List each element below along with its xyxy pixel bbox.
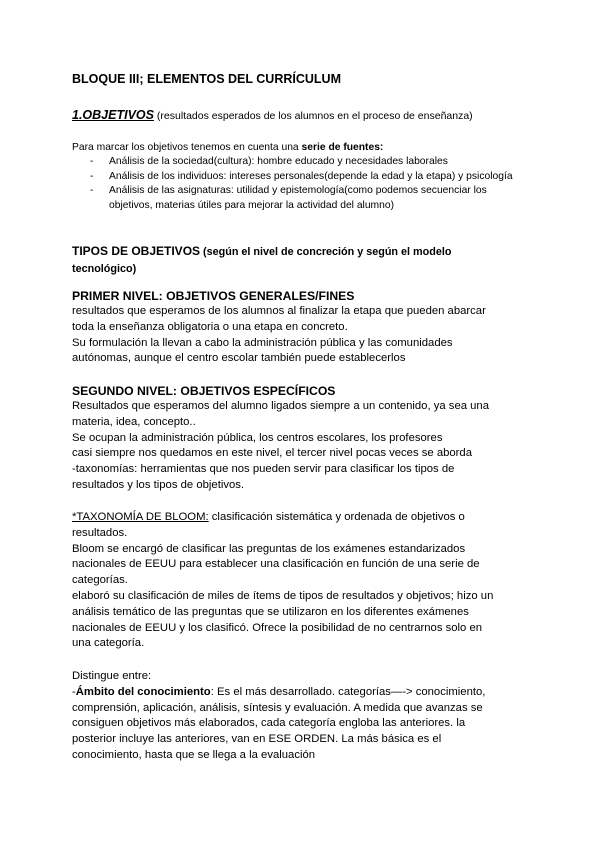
tipos-title: TIPOS DE OBJETIVOS (72, 244, 201, 258)
bloom-label: *TAXONOMÍA DE BLOOM: (72, 511, 209, 523)
distingue-term: Ámbito del conocimiento (75, 685, 211, 698)
fuentes-intro-bold: serie de fuentes: (301, 142, 384, 153)
objetivos-heading: 1.OBJETIVOS (72, 108, 154, 122)
list-item (90, 184, 529, 213)
text-line: -taxonomías: herramientas que nos pueden servir para clasificar los tipos de (72, 463, 455, 476)
text-line: categorías. (72, 574, 128, 587)
distingue-dash: - (72, 685, 76, 698)
segundo-nivel-heading: SEGUNDO NIVEL: OBJETIVOS ESPECÍFICOS (72, 384, 336, 398)
list-item-text: Análisis de las asignaturas: utilidad y epistemología(como podemos secuenciar los objetivos, materias útiles para mejorar la actividad del alumno) (109, 185, 487, 211)
list-item-text: Análisis de la sociedad(cultura): hombre educado y necesidades laborales (109, 156, 448, 167)
list-dash: - (90, 156, 94, 167)
text-line: una categoría. (72, 637, 145, 650)
list-dash: - (90, 185, 94, 196)
text-line: resultados. (72, 526, 128, 539)
primer-nivel-heading: PRIMER NIVEL: OBJETIVOS GENERALES/FINES (72, 289, 355, 303)
text-line: Se ocupan la administración pública, los centros escolares, los profesores (72, 431, 443, 444)
text-line: resultados que esperamos de los alumnos al finalizar la etapa que pueden abarcar (72, 305, 486, 317)
bloom-section (72, 510, 532, 652)
text-line: nacionales de EEUU y los clasificó. Ofrece la posibilidad de no centrarnos solo en (72, 621, 483, 634)
fuentes-intro-text: Para marcar los objetivos tenemos en cuenta una (72, 142, 302, 153)
fuentes-list (90, 155, 529, 213)
bloom-first-line (72, 510, 532, 526)
text-line: materia, idea, concepto.. (72, 415, 196, 428)
distingue-first-rest: : Es el más desarrollado. categorías—-> conocimiento, (210, 685, 486, 698)
text-line: casi siempre nos quedamos en este nivel, el tercer nivel pocas veces se aborda (72, 447, 472, 460)
text-line: resultados y los tipos de objetivos. (72, 478, 245, 491)
text-line: Su formulación la llevan a cabo la administración pública y las comunidades (72, 336, 453, 349)
list-item-text: Análisis de los individuos: intereses personales(depende la edad y la etapa) y psicología (109, 170, 513, 182)
objetivos-subtitle: (resultados esperados de los alumnos en el proceso de enseñanza) (153, 110, 473, 122)
distingue-first-line (72, 685, 532, 701)
list-item (90, 155, 529, 170)
block-title: BLOQUE III; ELEMENTOS DEL CURRÍCULUM (72, 72, 341, 86)
text-line: autónomas, aunque el centro escolar también puede establecerlos (72, 352, 406, 365)
text-line: elaboró su clasificación de miles de ítems de tipos de resultados y objetivos; hizo un (72, 589, 494, 602)
text-line: comprensión, aplicación, análisis, síntesis y evaluación. A medida que avanzas se (72, 701, 483, 714)
tipos-subtitle: (según el nivel de concreción y según el modelo tecnológico) (72, 246, 452, 275)
text-line: nacionales de EEUU para establecer una clasificación en función de una serie de (72, 558, 480, 571)
primer-nivel-section (72, 288, 532, 367)
text-line: conocimiento, hasta que se llega a la evaluación (72, 748, 316, 761)
text-line: toda la enseñanza obligatoria o una etapa en concreto. (72, 320, 348, 333)
bloom-first-rest: clasificación sistemática y ordenada de objetivos o (208, 511, 465, 523)
segundo-nivel-section (72, 383, 532, 494)
text-line: Resultados que esperamos del alumno ligados siempre a un contenido, ya sea una (72, 400, 489, 412)
list-dash: - (90, 170, 94, 182)
fuentes-intro (72, 141, 383, 156)
distingue-intro: Distingue entre: (72, 670, 152, 682)
objetivos-section-heading (72, 108, 473, 122)
distingue-section (72, 669, 532, 764)
text-line: posterior incluye las anteriores, van en ESE ORDEN. La más básica es el (72, 733, 442, 746)
text-line: Bloom se encargó de clasificar las preguntas de los exámenes estandarizados (72, 542, 466, 555)
text-line: consiguen objetivos más elaborados, cada categoría engloba las anteriores. la (72, 717, 466, 730)
tipos-heading (72, 243, 512, 277)
list-item (90, 170, 529, 185)
text-line: análisis temático de las preguntas que se utilizaron en los diferentes exámenes (72, 605, 469, 618)
